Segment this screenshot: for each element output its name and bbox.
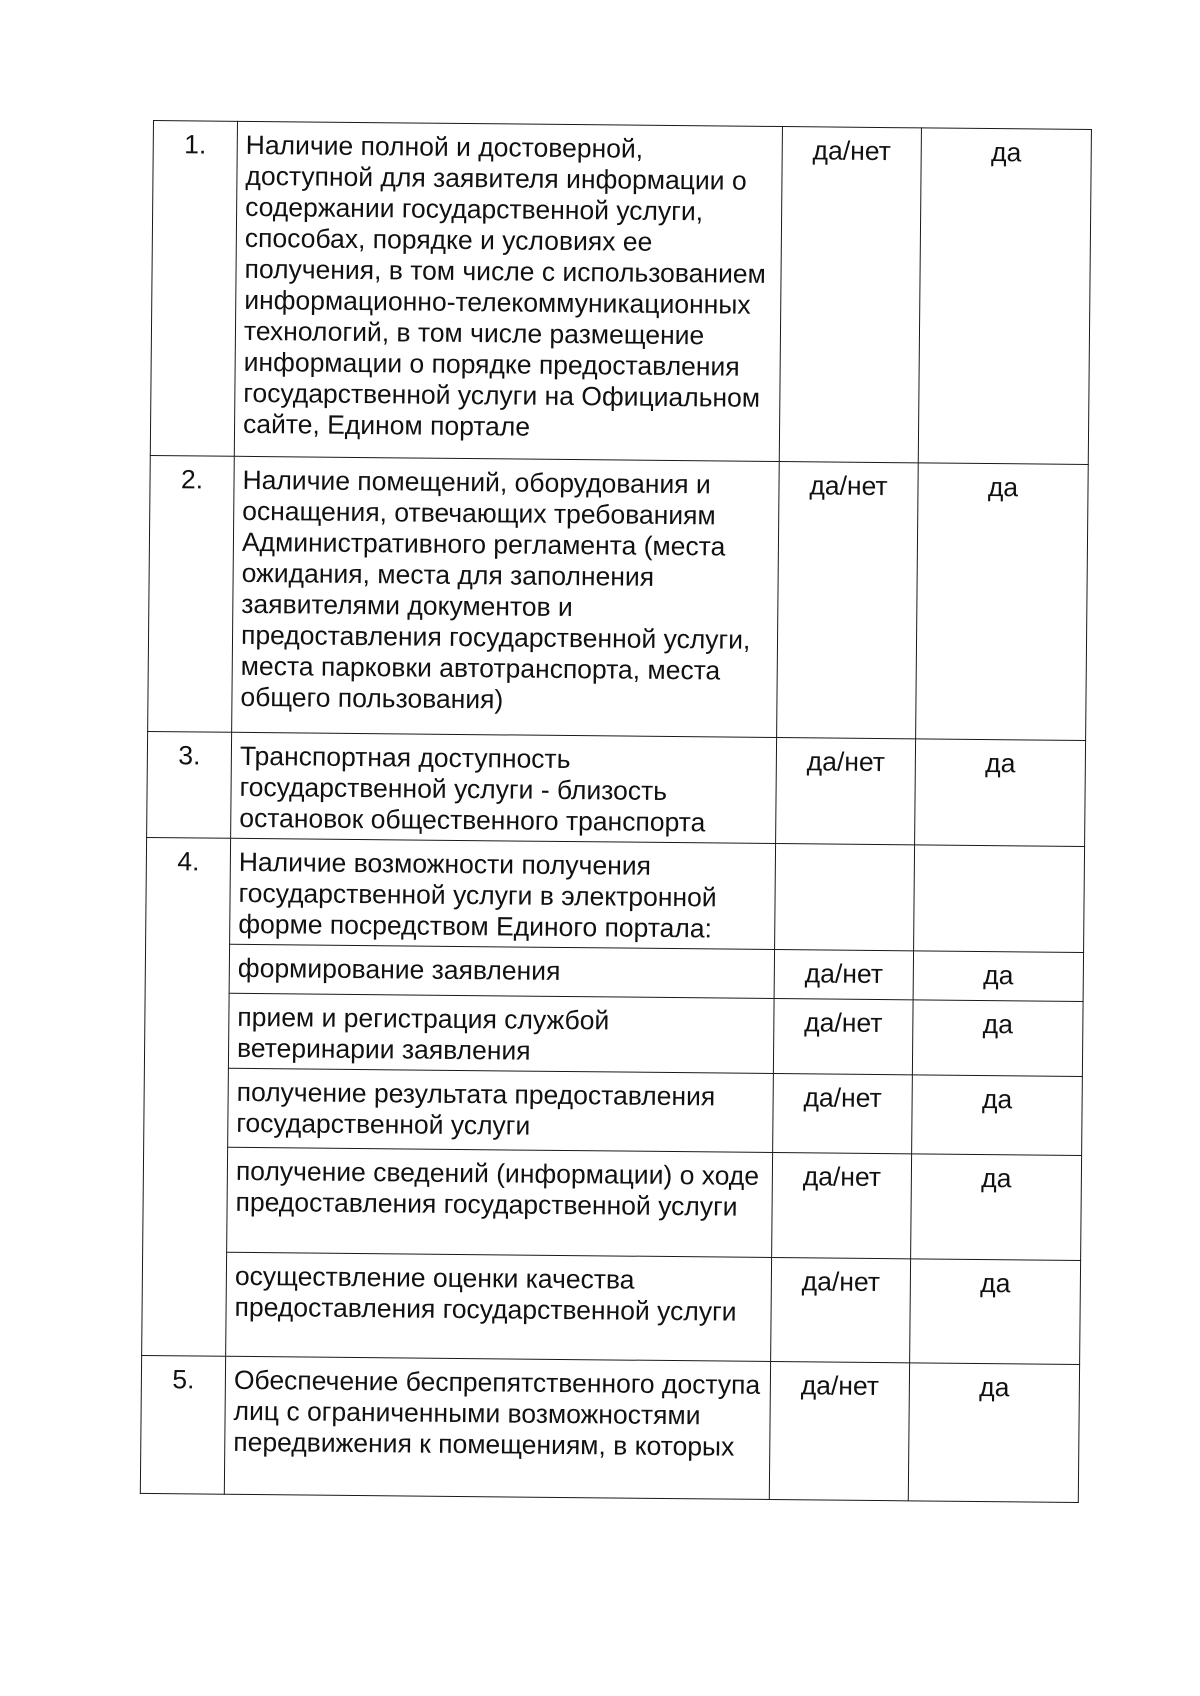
unit-cell: да/нет	[773, 1073, 913, 1153]
table-subrow	[143, 1146, 1082, 1260]
table-row	[147, 731, 1086, 846]
norm-cell	[914, 845, 1085, 953]
row-number: 2.	[148, 455, 235, 732]
table-subrow	[142, 1251, 1081, 1364]
indicator-text: Наличие помещений, оборудования и оснащения, отвечающих требованиям Административного регламента (места ожидания, места для заполнения заявителями документов и предоставления государственной услуги, места парковки автотранспорта, места общего пользования)	[232, 456, 780, 737]
row-number: 3.	[147, 731, 232, 838]
subindicator-text: прием и регистрация службой ветеринарии заявления	[228, 993, 774, 1073]
subindicator-text: получение результата предоставления государственной услуги	[228, 1068, 774, 1152]
norm-cell: да	[912, 1075, 1083, 1156]
table-row	[150, 121, 1091, 465]
table-row	[148, 455, 1089, 740]
norm-cell: да	[911, 1154, 1082, 1261]
table-subrow	[145, 943, 1083, 1001]
table-row	[140, 1355, 1079, 1502]
norm-cell: да	[918, 128, 1091, 465]
subindicator-text: осуществление оценки качества предоставления государственной услуги	[226, 1252, 772, 1361]
unit-cell: да/нет	[771, 1257, 911, 1362]
norm-cell: да	[913, 951, 1083, 1002]
unit-cell: да/нет	[774, 950, 913, 1000]
unit-cell: да/нет	[779, 127, 921, 463]
indicator-text: Обеспечение беспрепятственного доступа лиц с ограниченными возможностями передвижения к помещениям, в которых	[224, 1356, 770, 1499]
unit-cell: да/нет	[772, 1152, 912, 1258]
norm-cell: да	[915, 739, 1086, 847]
norm-cell: да	[916, 463, 1089, 741]
unit-cell: да/нет	[769, 1361, 909, 1500]
table-row	[146, 837, 1085, 952]
row-number: 4.	[142, 837, 231, 1356]
indicator-text: Наличие возможности получения государственной услуги в электронной форме посредством Единого портала:	[230, 838, 776, 949]
subindicator-text: формирование заявления	[229, 944, 774, 998]
row-number: 1.	[150, 121, 237, 457]
unit-cell	[775, 844, 915, 951]
table-subrow	[144, 992, 1083, 1076]
table-subrow	[144, 1067, 1083, 1155]
indicators-table	[140, 120, 1092, 1503]
row-number: 5.	[140, 1355, 225, 1494]
norm-cell: да	[908, 1363, 1079, 1503]
unit-cell: да/нет	[773, 999, 913, 1075]
indicator-text: Транспортная доступность государственной услуги - близость остановок общественного транспорта	[231, 732, 777, 843]
subindicator-text: получение сведений (информации) о ходе предоставления государственной услуги	[227, 1147, 773, 1257]
unit-cell: да/нет	[777, 462, 919, 739]
norm-cell: да	[912, 1000, 1083, 1077]
unit-cell: да/нет	[776, 738, 916, 845]
norm-cell: да	[910, 1259, 1081, 1365]
indicator-text: Наличие полной и достоверной, доступной для заявителя информации о содержании государственной услуги, способах, порядке и условиях ее получения, в том числе с использованием информационно-телекоммуникационных технологий, в том числе размещение информации о порядке предоставления государственной услуги на Официальном сайте, Едином портале	[234, 121, 782, 461]
